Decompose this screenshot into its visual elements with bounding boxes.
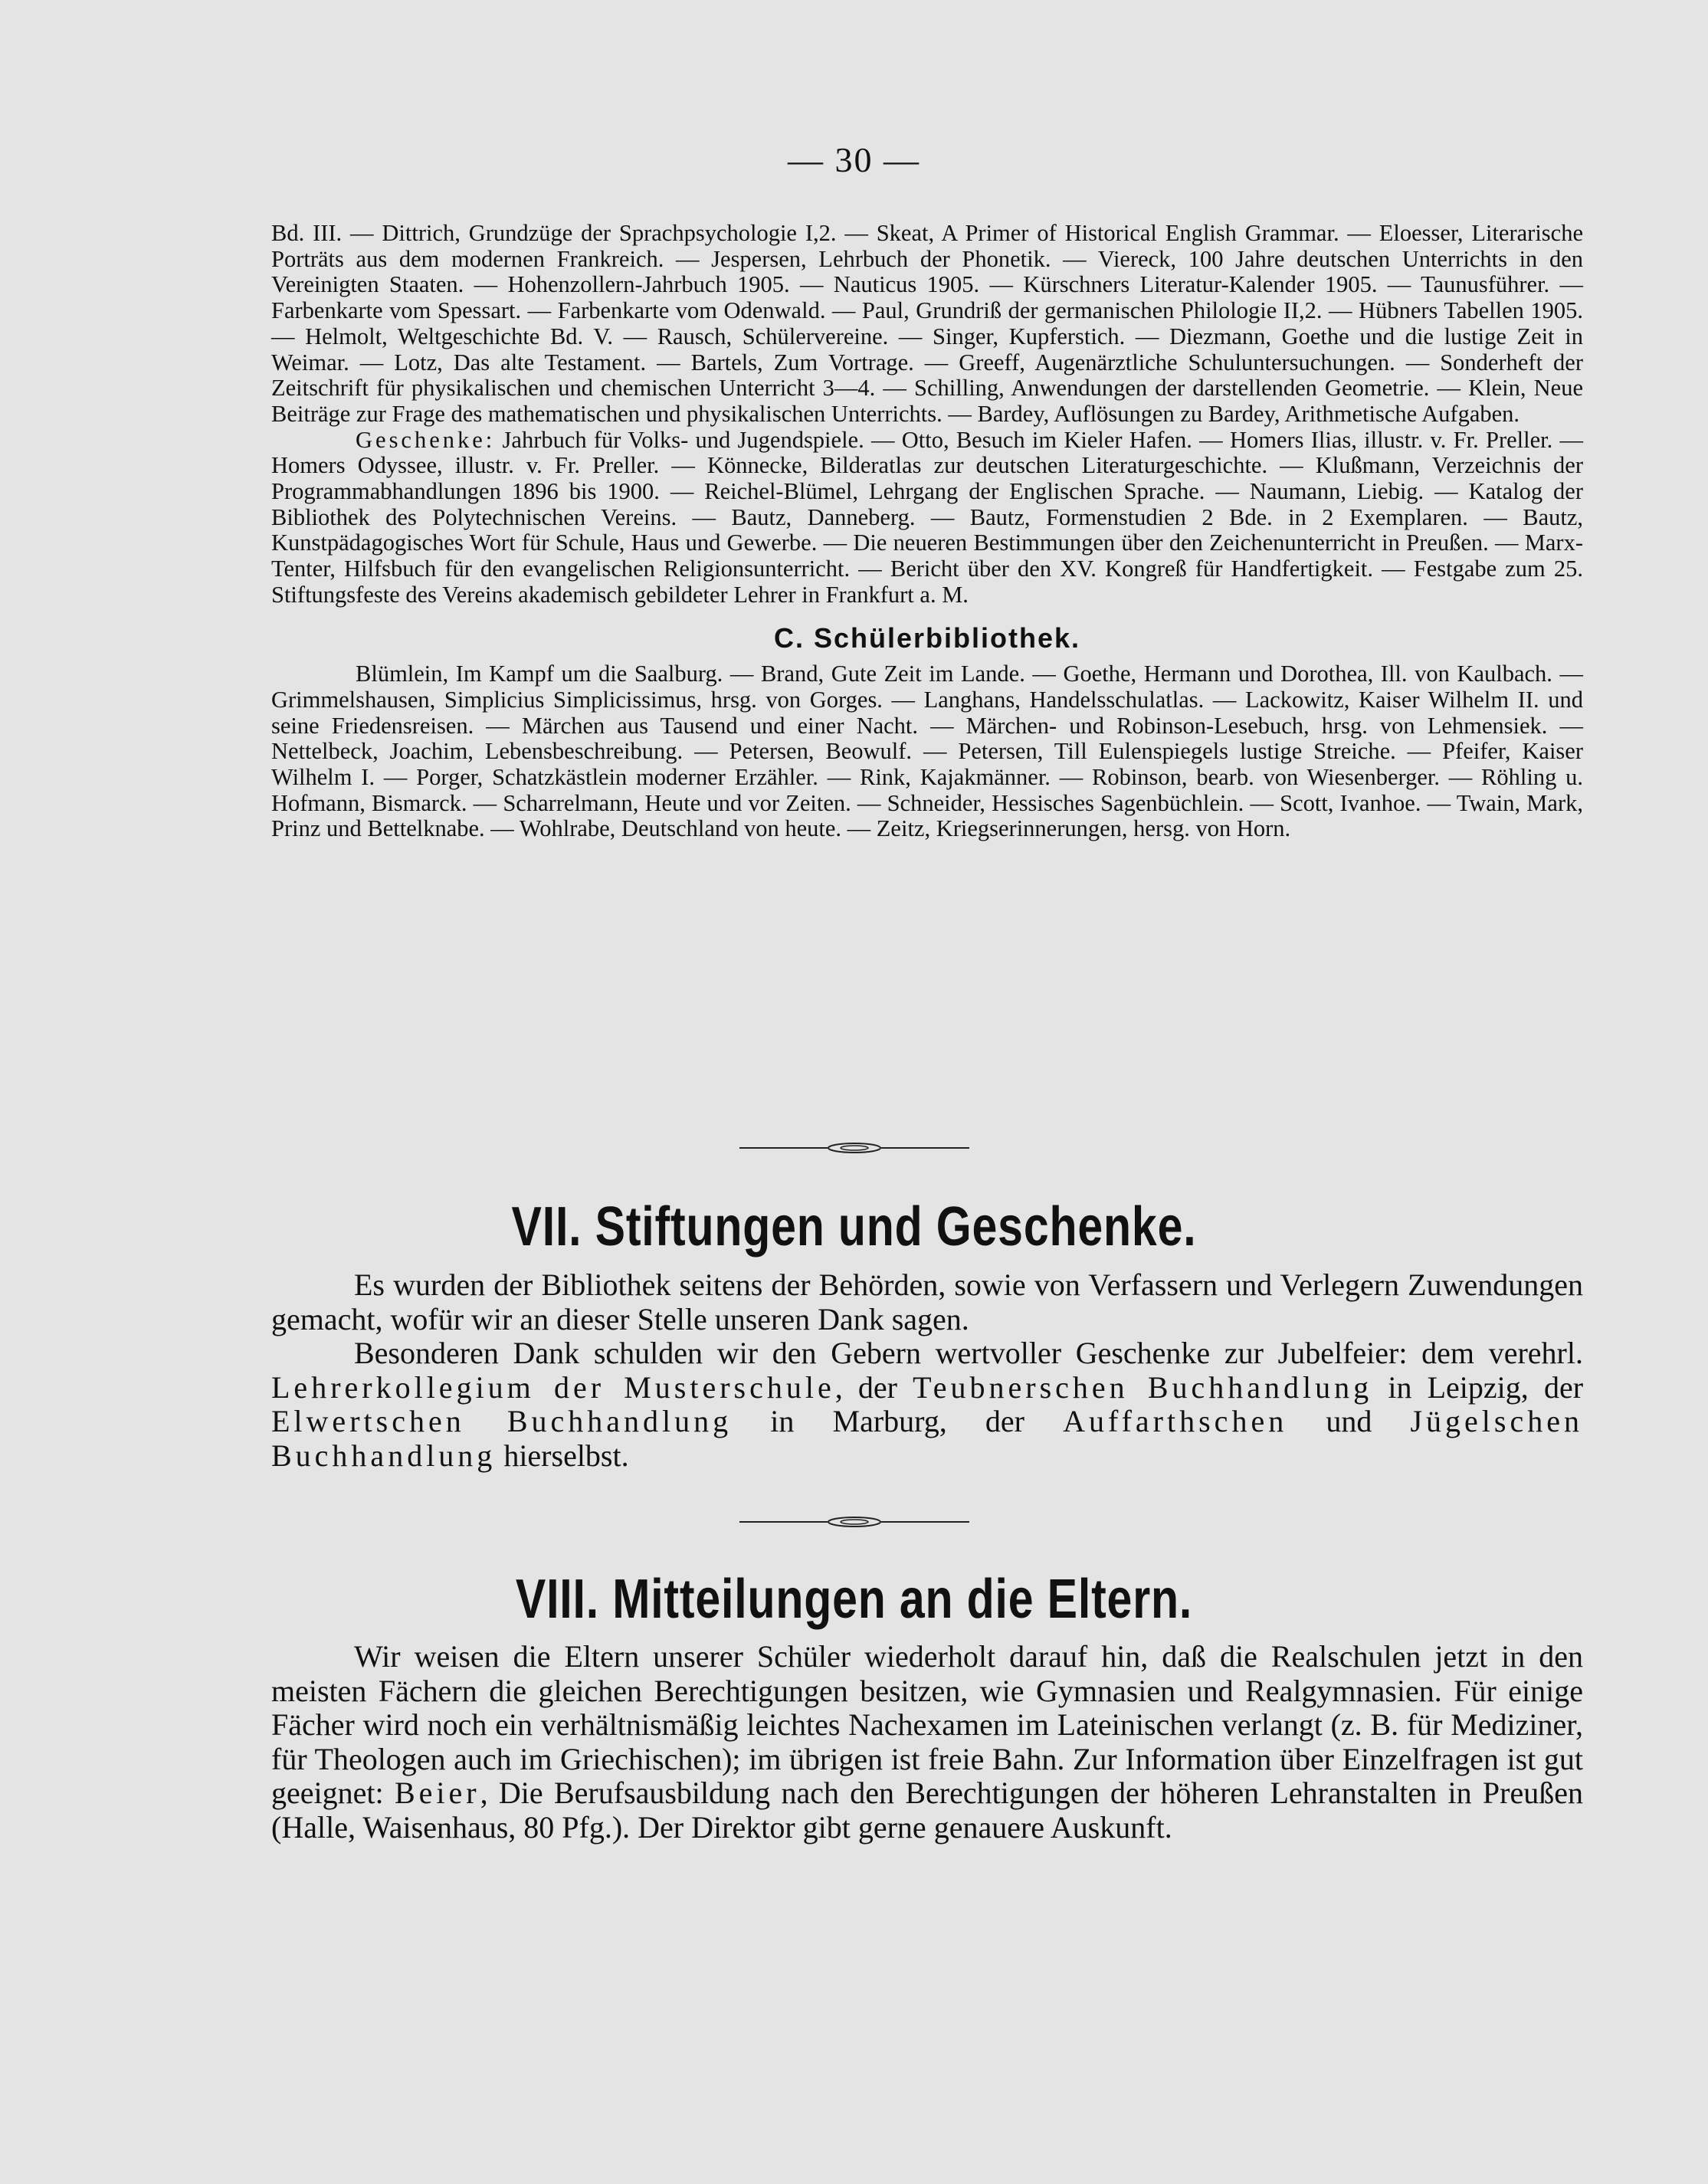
viii-beier: Beier — [394, 1776, 480, 1811]
section-viii-paragraph — [271, 1640, 1583, 1845]
geschenke-paragraph — [271, 428, 1583, 608]
page-number: — 30 — — [788, 140, 920, 179]
p2-text-k: hierselbst. — [503, 1438, 629, 1473]
section-c-title: C. Schülerbibliothek. — [773, 621, 1081, 654]
section-vii-title: VII. Stiftungen und Geschenke. — [511, 1196, 1197, 1258]
ornament-divider-2 — [739, 1514, 969, 1530]
geschenke-text: Jahrbuch für Volks- und Jugendspiele. — Otto, Besuch im Kieler Hafen. — Homers Ilias, illustr. v. Fr. Preller. — Homers Odyssee, illustr. v. Fr. Preller. — Könnecke, Bilderatlas zur deutschen Literaturgeschichte. — Klußmann, Verzeichnis der Programmabhandlungen 1896 bis 1900. — Reichel-Blümel, Lehrgang der Englischen Sprache. — Naumann, Liebig. — Katalog der Bibliothek des Polytechnischen Vereins. — Bautz, Danneberg. — Bautz, Formenstudien 2 Bde. in 2 Exemplaren. — Bautz, Kunstpädagogisches Wort für Schule, Haus und Gewerbe. — Die neueren Bestimmungen über den Zeichenunterricht in Preußen. — Marx-Tenter, Hilfsbuch für den evangelischen Religionsunterricht. — Bericht über den XV. Kongreß für Handfertigkeit. — Festgabe zum 25. Stiftungsfeste des Vereins akademisch gebildeter Lehrer in Frankfurt a. M. — [271, 426, 1583, 608]
p2-text-c: , der — [834, 1369, 897, 1405]
p2-auffarth: Auffarthschen — [1063, 1404, 1288, 1439]
p2-teubner: Teubnerschen Buchhandlung — [913, 1369, 1373, 1405]
section-vii-p2 — [271, 1336, 1583, 1473]
section-vii-p1: Es wurden der Bibliothek seitens der Behörden, sowie von Verfassern und Verlegern Zuwendungen gemacht, wofür wir an dieser Stelle unseren Dank sagen. — [271, 1267, 1583, 1336]
lehrer-bibliothek-continued: Bd. III. — Dittrich, Grundzüge der Sprachpsychologie I,2. — Skeat, A Primer of Historical English Grammar. — Eloesser, Literarische Porträts aus dem modernen Frankreich. — Jespersen, Lehrbuch der Phonetik. — Viereck, 100 Jahre deutschen Unterrichts in den Vereinigten Staaten. — Hohenzollern-Jahrbuch 1905. — Nauticus 1905. — Kürschners Literatur-Kalender 1905. — Taunusführer. — Farbenkarte vom Spessart. — Farbenkarte vom Odenwald. — Paul, Grundriß der germanischen Philologie II,2. — Hübners Tabellen 1905. — Helmolt, Weltgeschichte Bd. V. — Rausch, Schülervereine. — Singer, Kupferstich. — Diezmann, Goethe und die lustige Zeit in Weimar. — Lotz, Das alte Testament. — Bartels, Zum Vortrage. — Greeff, Augenärztliche Schuluntersuchungen. — Sonderheft der Zeitschrift für physikalischen und chemischen Unterricht 3—4. — Schilling, Anwendungen der darstellenden Geometrie. — Klein, Neue Beiträge zur Frage des mathematischen und physikalischen Unterrichts. — Bardey, Auflösungen zu Bardey, Arithmetische Aufgaben. — [271, 220, 1583, 427]
p2-text-e: in Leipzig, der — [1388, 1369, 1584, 1405]
p2-text-g: in Marburg, der — [770, 1404, 1024, 1439]
ornament-divider-1 — [739, 1140, 969, 1156]
geschenke-label: Geschenke: — [356, 426, 496, 453]
p2-juegel: Jügelschen Buchhandlung — [271, 1404, 1583, 1473]
viii-text-a: Wir weisen die Eltern unserer Schüler wiederholt darauf hin, daß die Realschulen jetzt in den meisten Fächern die gleichen Berechtigungen besitzen, wie Gymnasien und Realgymnasien. Für einige Fächer wird noch ein verhältnismäßig leichtes Nachexamen im Lateinischen verlangt (z. B. für Mediziner, für Theologen auch im Griechischen); im übrigen ist freie Bahn. Zur Information über Einzelfragen ist gut geeignet: — [271, 1639, 1583, 1811]
p2-text-a: Besonderen Dank schulden wir den Gebern wertvoller Geschenke zur Jubelfeier: dem verehrl. — [354, 1336, 1583, 1371]
section-viii-title: VIII. Mitteilungen an die Eltern. — [515, 1569, 1193, 1630]
p2-text-i: und — [1326, 1404, 1372, 1439]
section-viii-body — [271, 1640, 1583, 1845]
bibliography-block — [271, 221, 1583, 842]
p2-lehrerkollegium: Lehrerkollegium der Musterschule — [271, 1369, 835, 1405]
section-vii-body — [271, 1268, 1583, 1474]
section-c-text: Blümlein, Im Kampf um die Saalburg. — Brand, Gute Zeit im Lande. — Goethe, Hermann und Dorothea, Ill. von Kaulbach. — Grimmelshausen, Simplicius Simplicissimus, hrsg. von Gorges. — Langhans, Handelsschulatlas. — Lackowitz, Kaiser Wilhelm II. und seine Friedensreisen. — Märchen aus Tausend und einer Nacht. — Märchen- und Robinson-Lesebuch, hrsg. von Lehmensiek. — Nettelbeck, Joachim, Lebensbeschreibung. — Petersen, Beowulf. — Petersen, Till Eulenspiegels lustige Streiche. — Pfeifer, Kaiser Wilhelm I. — Porger, Schatzkästlein moderner Erzähler. — Rink, Kajakmänner. — Robinson, bearb. von Wiesenberger. — Röhling u. Hofmann, Bismarck. — Scharrelmann, Heute und vor Zeiten. — Schneider, Hessisches Sagenbüchlein. — Scott, Ivanhoe. — Twain, Mark, Prinz und Bettelknabe. — Wohlrabe, Deutschland von heute. — Zeitz, Kriegserinnerungen, hersg. von Horn. — [271, 661, 1583, 842]
viii-text-c: , Die Berufsausbildung nach den Berechtigungen der höheren Lehranstalten in Preußen (Halle, Waisenhaus, 80 Pfg.). Der Direktor gibt gerne genauere Auskunft. — [271, 1776, 1583, 1845]
p2-elwert: Elwertschen Buchhandlung — [271, 1404, 733, 1439]
